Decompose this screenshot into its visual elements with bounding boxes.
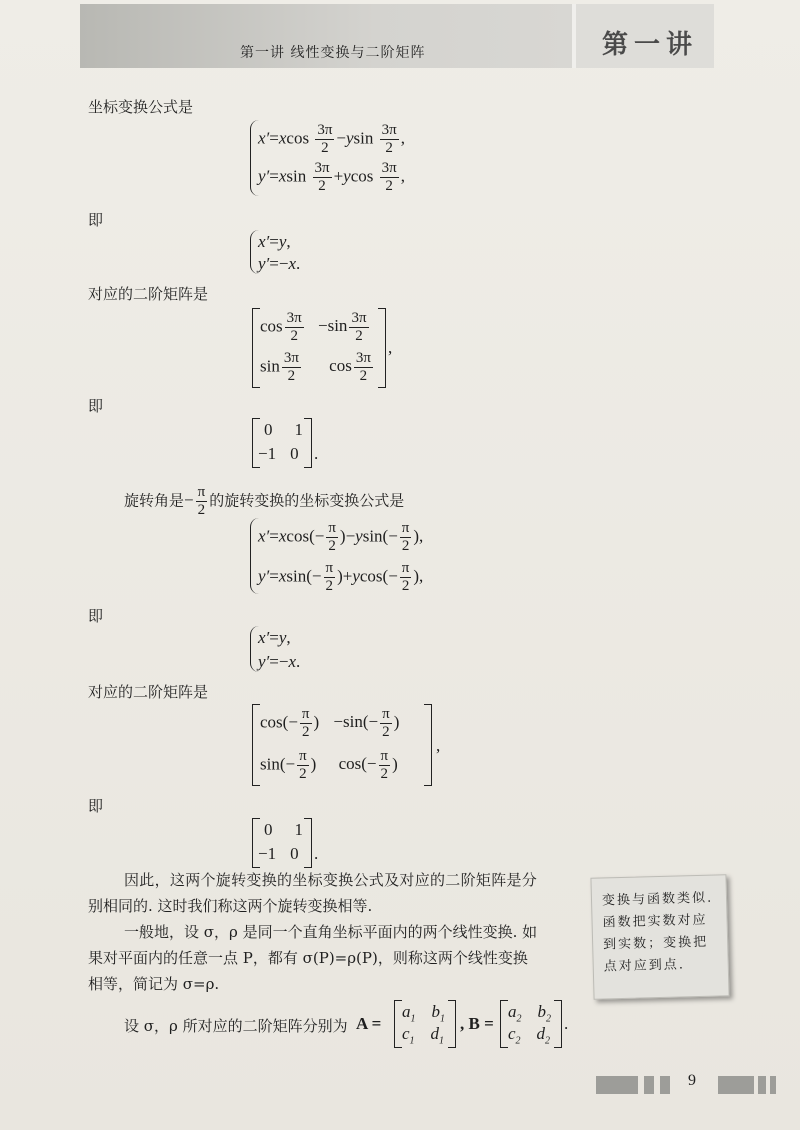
text-ji: 即 [88, 607, 104, 625]
equation-system-4 [250, 626, 340, 672]
sidebar-note [590, 874, 729, 1000]
equation-row: x′=y, [258, 232, 291, 251]
bracket-right [378, 308, 386, 388]
text-ji: 即 [88, 211, 104, 229]
equation-row: y′=−x. [258, 652, 301, 671]
bracket-left [394, 1000, 402, 1048]
comma: , [436, 736, 441, 755]
header-title: 第一讲 线性变换与二阶矩阵 [240, 45, 426, 61]
footer-bar [644, 1076, 654, 1094]
footer-bar [770, 1076, 776, 1094]
header-bar [80, 4, 572, 68]
text-general-line1: 一般地，设 σ，ρ 是同一个直角坐标平面内的两个线性变换. 如 [124, 923, 538, 941]
chapter-tab [572, 4, 714, 68]
matrix-row: sin $\frac{3\pi}{2}$ cos $\frac{3\pi}{2}$ [260, 350, 371, 384]
matrix-row: $c_1$ $d_1$ [402, 1024, 445, 1047]
bracket-right [304, 418, 312, 468]
matrix-row: $c_2$ $d_2$ [508, 1024, 551, 1047]
equation-row: y′=−x. [258, 254, 301, 273]
matrix-row: $a_2$ $b_2$ [508, 1002, 551, 1025]
bracket-right [554, 1000, 562, 1048]
footer-bar [758, 1076, 766, 1094]
text-matrix-intro: 对应的二阶矩阵是 [88, 683, 209, 701]
text-general-line2: 果对平面内的任意一点 P，都有 σ(P)=ρ(P)，则称这两个线性变换 [88, 949, 528, 967]
bracket-left [500, 1000, 508, 1048]
text-conclusion-line2: 别相同的. 这时我们称这两个旋转变换相等. [88, 897, 373, 915]
text-formula-intro: 坐标变换公式是 [88, 98, 194, 116]
matrix-1 [252, 308, 386, 386]
comma: , [388, 338, 393, 357]
equation-row: x′=y, [258, 628, 291, 647]
equation-system-1 [250, 120, 430, 196]
period: . [314, 444, 319, 463]
bracket-left [252, 308, 260, 388]
page-footer [596, 1070, 776, 1094]
period: . [564, 1014, 569, 1033]
text-rotation-intro: 旋转角是− $\frac{\pi}{2}$ 的旋转变换的坐标变换公式是 [124, 484, 405, 518]
text-ji: 即 [88, 797, 104, 815]
matrix-row: $a_1$ $b_1$ [402, 1002, 445, 1025]
sidebar-note-text: 变换与函数类似. 函数把实数对应到实数；变换把点对应到点. [601, 890, 714, 975]
equation-system-2 [250, 230, 340, 274]
equation-row: y′=xsin(− $\frac{\pi}{2}$ )+ycos(− $\frac{\pi}{2}$ ), [258, 560, 424, 594]
text-conclusion-line1: 因此，这两个旋转变换的坐标变换公式及对应的二阶矩阵是分 [124, 871, 538, 889]
footer-bar [596, 1076, 638, 1094]
text-matrix-intro: 对应的二阶矩阵是 [88, 285, 209, 303]
matrix-row: cos $\frac{3\pi}{2}$ −sin $\frac{3\pi}{2}$ [260, 310, 367, 344]
matrix-3 [252, 704, 432, 784]
matrix-row: −1 0 [258, 844, 299, 863]
symbol-A: A = [356, 1014, 382, 1033]
footer-bar [718, 1076, 754, 1094]
text-ji: 即 [88, 397, 104, 415]
page-number: 9 [688, 1072, 696, 1089]
text-general-line3: 相等，简记为 σ=ρ. [88, 975, 220, 993]
bracket-right [304, 818, 312, 868]
equation-row: x′=xcos(− $\frac{\pi}{2}$ )−ysin(− $\frac{\pi}{2}$ ), [258, 520, 424, 554]
matrix-4 [252, 818, 312, 866]
symbol-B: , B = [460, 1014, 494, 1033]
matrix-row: 0 1 [264, 820, 303, 839]
equation-row: y′=xsin $\frac{3\pi}{2}$ +ycos $\frac{3\pi}{2}$ , [258, 160, 405, 194]
equation-system-3 [250, 518, 470, 594]
page-header [80, 4, 710, 68]
bracket-right [448, 1000, 456, 1048]
matrix-A [394, 1000, 456, 1046]
matrix-row: 0 1 [264, 420, 303, 439]
matrix-row: cos(− $\frac{\pi}{2}$ ) −sin(− $\frac{\pi}{2}$ ) [260, 706, 400, 740]
text-last-line: 设 σ，ρ 所对应的二阶矩阵分别为 [124, 1017, 348, 1035]
equation-row: x′=xcos $\frac{3\pi}{2}$ −ysin $\frac{3\pi}{2}$ , [258, 122, 405, 156]
matrix-row: −1 0 [258, 444, 299, 463]
matrix-row: sin(− $\frac{\pi}{2}$ ) cos(− $\frac{\pi}{2}$ ) [260, 748, 398, 782]
chapter-label: 第一讲 [602, 30, 699, 60]
bracket-right [424, 704, 432, 786]
matrix-2 [252, 418, 312, 466]
matrix-B [500, 1000, 562, 1046]
footer-bar [660, 1076, 670, 1094]
period: . [314, 844, 319, 863]
bracket-left [252, 704, 260, 786]
